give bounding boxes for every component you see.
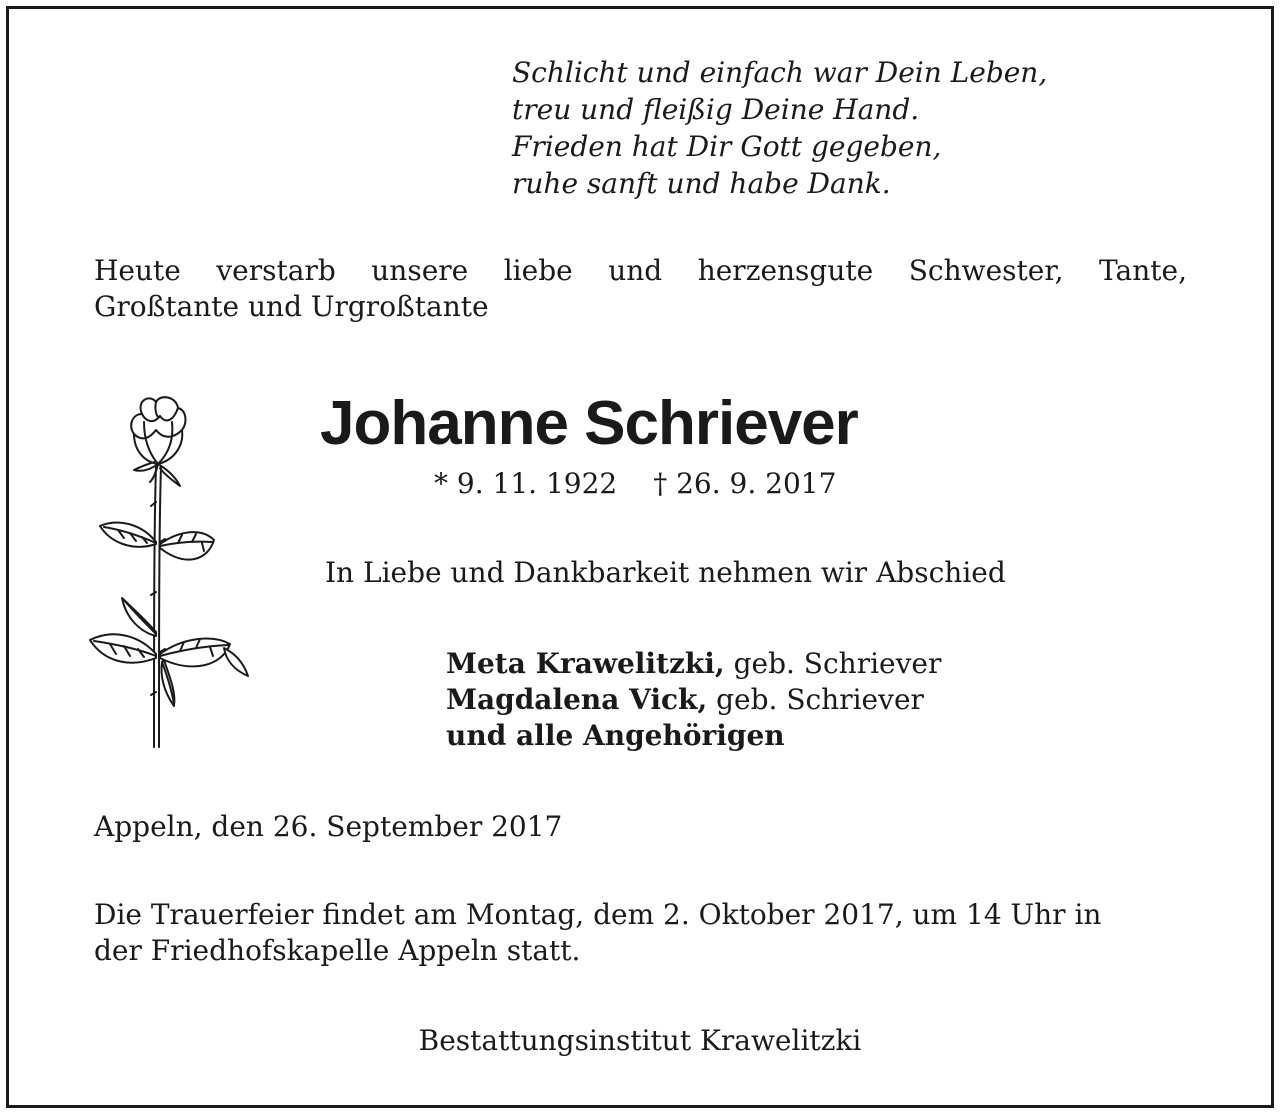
poem-line: ruhe sanft und habe Dank. xyxy=(512,167,891,200)
mourner-entry xyxy=(446,718,941,754)
service-line: der Friedhofskapelle Appeln statt. xyxy=(94,934,581,967)
poem-line: treu und fleißig Deine Hand. xyxy=(512,93,920,126)
poem-line: Frieden hat Dir Gott gegeben, xyxy=(512,130,942,163)
birth-date: * 9. 11. 1922 xyxy=(434,467,618,500)
mourner-note: geb. Schriever xyxy=(724,647,942,680)
poem xyxy=(512,54,1047,202)
place-date: Appeln, den 26. September 2017 xyxy=(94,810,563,843)
poem-line: Schlicht und einfach war Dein Leben, xyxy=(512,56,1048,89)
death-date: † 26. 9. 2017 xyxy=(653,467,837,500)
farewell-line: In Liebe und Dankbarkeit nehmen wir Abschied xyxy=(325,556,1006,589)
mourner-name: und alle Angehörigen xyxy=(446,719,785,752)
mourner-name: Magdalena Vick, xyxy=(446,683,708,716)
mourner-name: Meta Krawelitzki, xyxy=(446,647,725,680)
intro-line: Heute verstarb unsere liebe und herzensgute Schwester, Tante, xyxy=(94,254,1187,287)
mourners-list xyxy=(446,646,941,754)
mourner-entry xyxy=(446,646,941,682)
service-info xyxy=(94,897,1194,969)
life-dates xyxy=(434,466,836,502)
intro-text xyxy=(94,253,1187,325)
mourner-entry xyxy=(446,682,941,718)
service-line: Die Trauerfeier findet am Montag, dem 2. Oktober 2017, um 14 Uhr in xyxy=(94,898,1102,931)
undertaker-name: Bestattungsinstitut Krawelitzki xyxy=(418,1024,862,1057)
deceased-name: Johanne Schriever xyxy=(320,389,858,458)
intro-line: Großtante und Urgroßtante xyxy=(94,290,489,323)
undertaker-line xyxy=(0,1023,1280,1059)
mourner-note: geb. Schriever xyxy=(707,683,924,716)
rose-icon xyxy=(84,392,256,752)
